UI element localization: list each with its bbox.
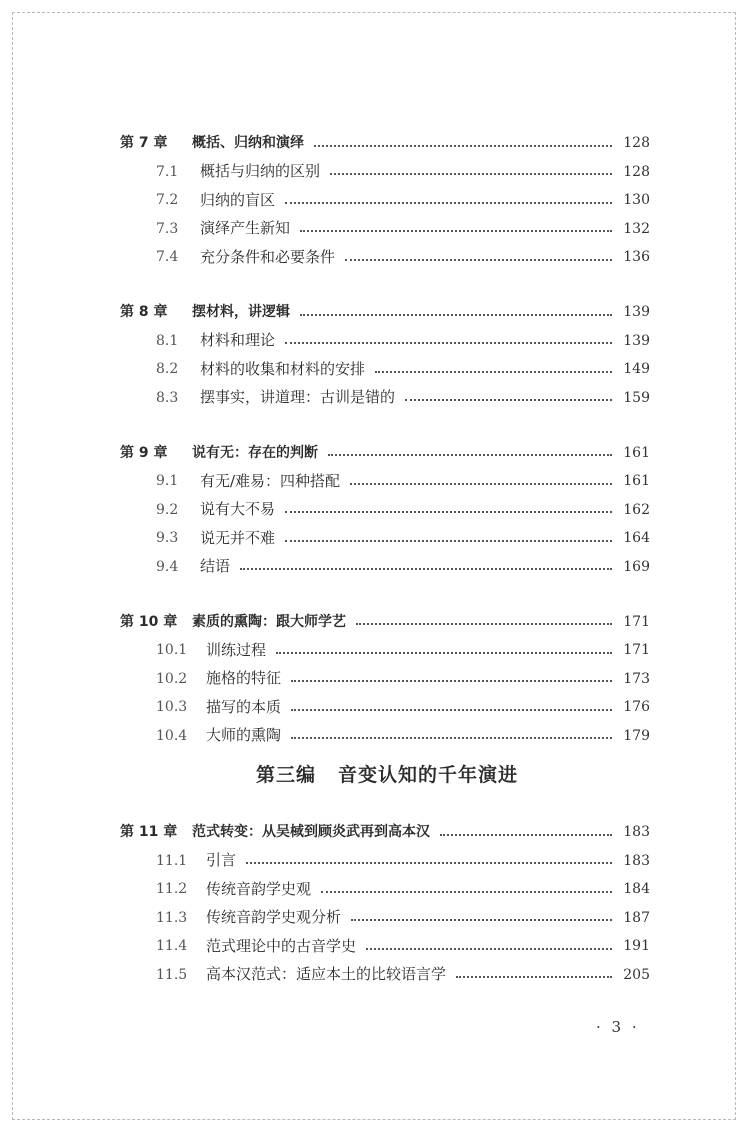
part-heading <box>124 746 650 804</box>
dot-leader <box>456 975 612 978</box>
chapter-entry[interactable] <box>120 129 650 158</box>
chapter-entry[interactable] <box>120 818 650 847</box>
chapter-title: 说有无：存在的判断 <box>192 444 318 461</box>
chapter-title: 摆材料，讲逻辑 <box>192 304 290 321</box>
section-number: 7.4 <box>156 249 179 266</box>
dot-leader <box>246 861 612 864</box>
section-number: 11.3 <box>156 909 188 926</box>
dot-leader <box>351 918 612 921</box>
section-title: 大师的熏陶 <box>206 726 282 745</box>
page-number-ref: 183 <box>623 824 650 841</box>
section-number: 11.4 <box>156 938 188 955</box>
section-title: 高本汉范式：适应本土的比较语言学 <box>206 965 447 984</box>
page-number-ref: 176 <box>623 699 650 716</box>
group-spacer <box>120 581 650 608</box>
dot-leader <box>350 482 612 485</box>
section-number: 9.2 <box>156 501 179 518</box>
section-number: 10.4 <box>156 727 188 744</box>
page-number-ref: 161 <box>623 473 650 490</box>
chapter-entry[interactable] <box>120 608 650 637</box>
dot-leader <box>356 622 612 625</box>
section-entry[interactable] <box>120 636 650 665</box>
chapter-group <box>120 608 650 751</box>
section-entry[interactable] <box>120 932 650 961</box>
section-number: 9.1 <box>156 473 179 490</box>
page-number-ref: 173 <box>623 670 650 687</box>
dot-leader <box>285 341 612 344</box>
section-number: 11.1 <box>156 852 188 869</box>
section-entry[interactable] <box>120 186 650 215</box>
section-entry[interactable] <box>120 875 650 904</box>
chapter-number: 第 7 章 <box>120 135 168 152</box>
toc-part-three-chapters <box>120 818 650 989</box>
section-title: 材料的收集和材料的安排 <box>200 359 366 378</box>
section-title: 演绎产生新知 <box>200 219 291 238</box>
section-entry[interactable] <box>120 355 650 384</box>
chapter-number: 第 8 章 <box>120 304 168 321</box>
dot-leader <box>285 201 612 204</box>
page-number-ref: 183 <box>623 852 650 869</box>
group-spacer <box>120 272 650 299</box>
section-number: 7.1 <box>156 163 179 180</box>
section-entry[interactable] <box>120 467 650 496</box>
section-number: 10.2 <box>156 670 188 687</box>
dot-leader <box>366 947 612 950</box>
page-number-ref: 179 <box>623 727 650 744</box>
dot-leader <box>291 708 612 711</box>
page-number-ref: 187 <box>623 909 650 926</box>
section-number: 8.2 <box>156 361 179 378</box>
toc-part-two-chapters <box>120 129 650 750</box>
section-number: 11.5 <box>156 966 188 983</box>
dot-leader <box>291 679 612 682</box>
dot-leader <box>285 539 612 542</box>
dot-leader <box>291 736 612 739</box>
section-number: 9.3 <box>156 530 179 547</box>
page-number: · 3 · <box>596 1018 640 1036</box>
page-number-ref: 164 <box>623 530 650 547</box>
section-title: 归纳的盲区 <box>200 190 276 209</box>
page-number-ref: 149 <box>623 361 650 378</box>
section-entry[interactable] <box>120 665 650 694</box>
section-title: 材料和理论 <box>200 331 276 350</box>
page-number-ref: 162 <box>623 501 650 518</box>
chapter-title: 范式转变：从吴棫到顾炎武再到高本汉 <box>192 824 430 841</box>
page-number-ref: 132 <box>623 220 650 237</box>
page-number-ref: 184 <box>623 881 650 898</box>
part-title: 音变认知的千年演进 <box>338 764 519 786</box>
chapter-group <box>120 129 650 272</box>
section-title: 充分条件和必要条件 <box>200 247 336 266</box>
page-number-ref: 205 <box>623 966 650 983</box>
section-entry[interactable] <box>120 553 650 582</box>
page-number-ref: 161 <box>623 444 650 461</box>
group-spacer <box>120 412 650 439</box>
page-number-ref: 169 <box>623 558 650 575</box>
section-title: 摆事实，讲道理：古训是错的 <box>200 388 396 407</box>
dot-leader <box>375 370 612 373</box>
section-entry[interactable] <box>120 693 650 722</box>
chapter-entry[interactable] <box>120 439 650 468</box>
page-number-ref: 159 <box>623 389 650 406</box>
dot-leader <box>314 144 612 147</box>
section-entry[interactable] <box>120 496 650 525</box>
section-entry[interactable] <box>120 327 650 356</box>
chapter-number: 第 11 章 <box>120 824 178 841</box>
section-number: 11.2 <box>156 881 188 898</box>
section-number: 10.3 <box>156 699 188 716</box>
section-title: 引言 <box>206 851 237 870</box>
section-title: 描写的本质 <box>206 697 282 716</box>
dot-leader <box>330 172 612 175</box>
section-number: 7.3 <box>156 220 179 237</box>
dot-leader <box>300 229 612 232</box>
section-entry[interactable] <box>120 961 650 990</box>
section-title: 传统音韵学史观分析 <box>206 908 342 927</box>
page-number-ref: 171 <box>623 613 650 630</box>
section-number: 7.2 <box>156 192 179 209</box>
section-entry[interactable] <box>120 904 650 933</box>
section-title: 结语 <box>200 557 231 576</box>
section-title: 传统音韵学史观 <box>206 879 312 898</box>
section-number: 10.1 <box>156 642 188 659</box>
page-number-ref: 128 <box>623 135 650 152</box>
chapter-group <box>120 298 650 412</box>
page-number-ref: 171 <box>623 642 650 659</box>
section-number: 8.1 <box>156 332 179 349</box>
chapter-title: 素质的熏陶：跟大师学艺 <box>192 613 346 630</box>
section-entry[interactable] <box>120 243 650 272</box>
section-title: 训练过程 <box>206 640 267 659</box>
section-number: 9.4 <box>156 558 179 575</box>
page-number-ref: 130 <box>623 192 650 209</box>
dot-leader <box>300 313 612 316</box>
chapter-group <box>120 439 650 582</box>
dot-leader <box>276 651 612 654</box>
dot-leader <box>405 398 612 401</box>
section-entry[interactable] <box>120 524 650 553</box>
chapter-number: 第 10 章 <box>120 613 178 630</box>
section-title: 有无/难易：四种搭配 <box>200 471 341 490</box>
section-title: 概括与归纳的区别 <box>200 162 321 181</box>
dot-leader <box>345 258 612 261</box>
chapter-group <box>120 818 650 989</box>
chapter-title: 概括、归纳和演绎 <box>192 135 304 152</box>
page-number-ref: 128 <box>623 163 650 180</box>
chapter-entry[interactable] <box>120 298 650 327</box>
page-number-ref: 139 <box>623 332 650 349</box>
section-title: 说有大不易 <box>200 500 276 519</box>
part-label: 第三编 <box>255 764 316 786</box>
section-title: 说无并不难 <box>200 528 276 547</box>
chapter-number: 第 9 章 <box>120 444 168 461</box>
section-entry[interactable] <box>120 384 650 413</box>
page-number-ref: 136 <box>623 249 650 266</box>
table-of-contents <box>120 129 650 989</box>
dot-leader <box>321 890 612 893</box>
dot-leader <box>240 567 612 570</box>
section-title: 范式理论中的古音学史 <box>206 936 357 955</box>
dot-leader <box>285 510 612 513</box>
section-entry[interactable] <box>120 215 650 244</box>
page-number-ref: 191 <box>623 938 650 955</box>
section-entry[interactable] <box>120 158 650 187</box>
page-number-ref: 139 <box>623 304 650 321</box>
dot-leader <box>440 833 612 836</box>
section-number: 8.3 <box>156 389 179 406</box>
section-entry[interactable] <box>120 847 650 876</box>
section-title: 施格的特征 <box>206 669 282 688</box>
dot-leader <box>328 453 612 456</box>
